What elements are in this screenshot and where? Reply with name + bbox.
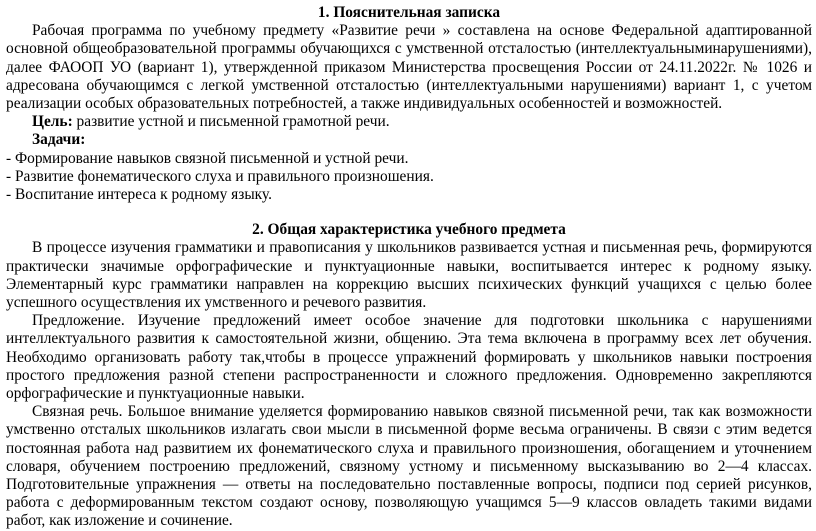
- intro-paragraph: Рабочая программа по учебному предмету «Развитие речи » составлена на основе Федеральной адаптированной основной общеобразовательной программы обучающихся с умственной отсталостью (интеллектуальныминарушениями), далее ФАООП УО (вариант 1), утвержденной приказом Министерства просвещения России от 24.11.2022г. № 1026 и адресована обучающимся с легкой умственной отсталостью (интеллектуальными нарушениями) вариант 1, с учетом реализации особых образовательных потребностей, а также индивидуальных особенностей и возможностей.: [6, 22, 812, 113]
- section-1-heading: 1. Пояснительная записка: [317, 4, 501, 21]
- body-paragraph: В процессе изучения грамматики и правописания у школьников развивается устная и письменная речь, формируются практически значимые орфографические и пунктуационные навыки, воспитывается интерес к родному языку. Элементарный курс грамматики направлен на коррекцию высших психических функций учащихся с целью более успешного осуществления их умственного и речевого развития.: [6, 239, 812, 312]
- task-item: - Формирование навыков связной письменной и устной речи.: [6, 149, 409, 167]
- goal-label: Цель:: [32, 113, 73, 131]
- section-2-heading: 2. Общая характеристика учебного предмета: [252, 221, 566, 239]
- tasks-label: Задачи:: [32, 131, 86, 149]
- body-paragraph: Связная речь. Большое внимание уделяется формированию навыков связной письменной речи, так как возможности умственно отсталых школьников излагать свои мысли в письменной форме весьма ограничены. В связи с этим ведется постоянная работа над развитием их фонематического слуха и правильного произношения, обогащением и уточнением словаря, обучением построению предложений, связному устному и письменному высказыванию во 2—4 классах. Подготовительные упражнения — ответы на последовательно поставленные вопросы, подписи под серией рисунков, работа с деформированным текстом создают основу, позволяющую учащимся 5—9 классов овладеть такими видами работ, как изложение и сочинение.: [6, 403, 812, 530]
- task-item: - Развитие фонематического слуха и правильного произношения.: [6, 167, 434, 185]
- task-item: - Воспитание интереса к родному языку.: [6, 186, 272, 204]
- goal-line: [32, 113, 812, 131]
- body-paragraph: Предложение. Изучение предложений имеет особое значение для подготовки школьника с нарушениями интеллектуального развития к самостоятельной жизни, общению. Эта тема включена в программу всех лет обучения. Необходимо организовать работу так,чтобы в процессе упражнений формировать у школьников навыки построения простого предложения разной степени распространенности и сложного предложения. Одновременно закрепляются орфографические и пунктуационные навыки.: [6, 312, 812, 403]
- goal-text: развитие устной и письменной грамотной речи.: [72, 113, 390, 131]
